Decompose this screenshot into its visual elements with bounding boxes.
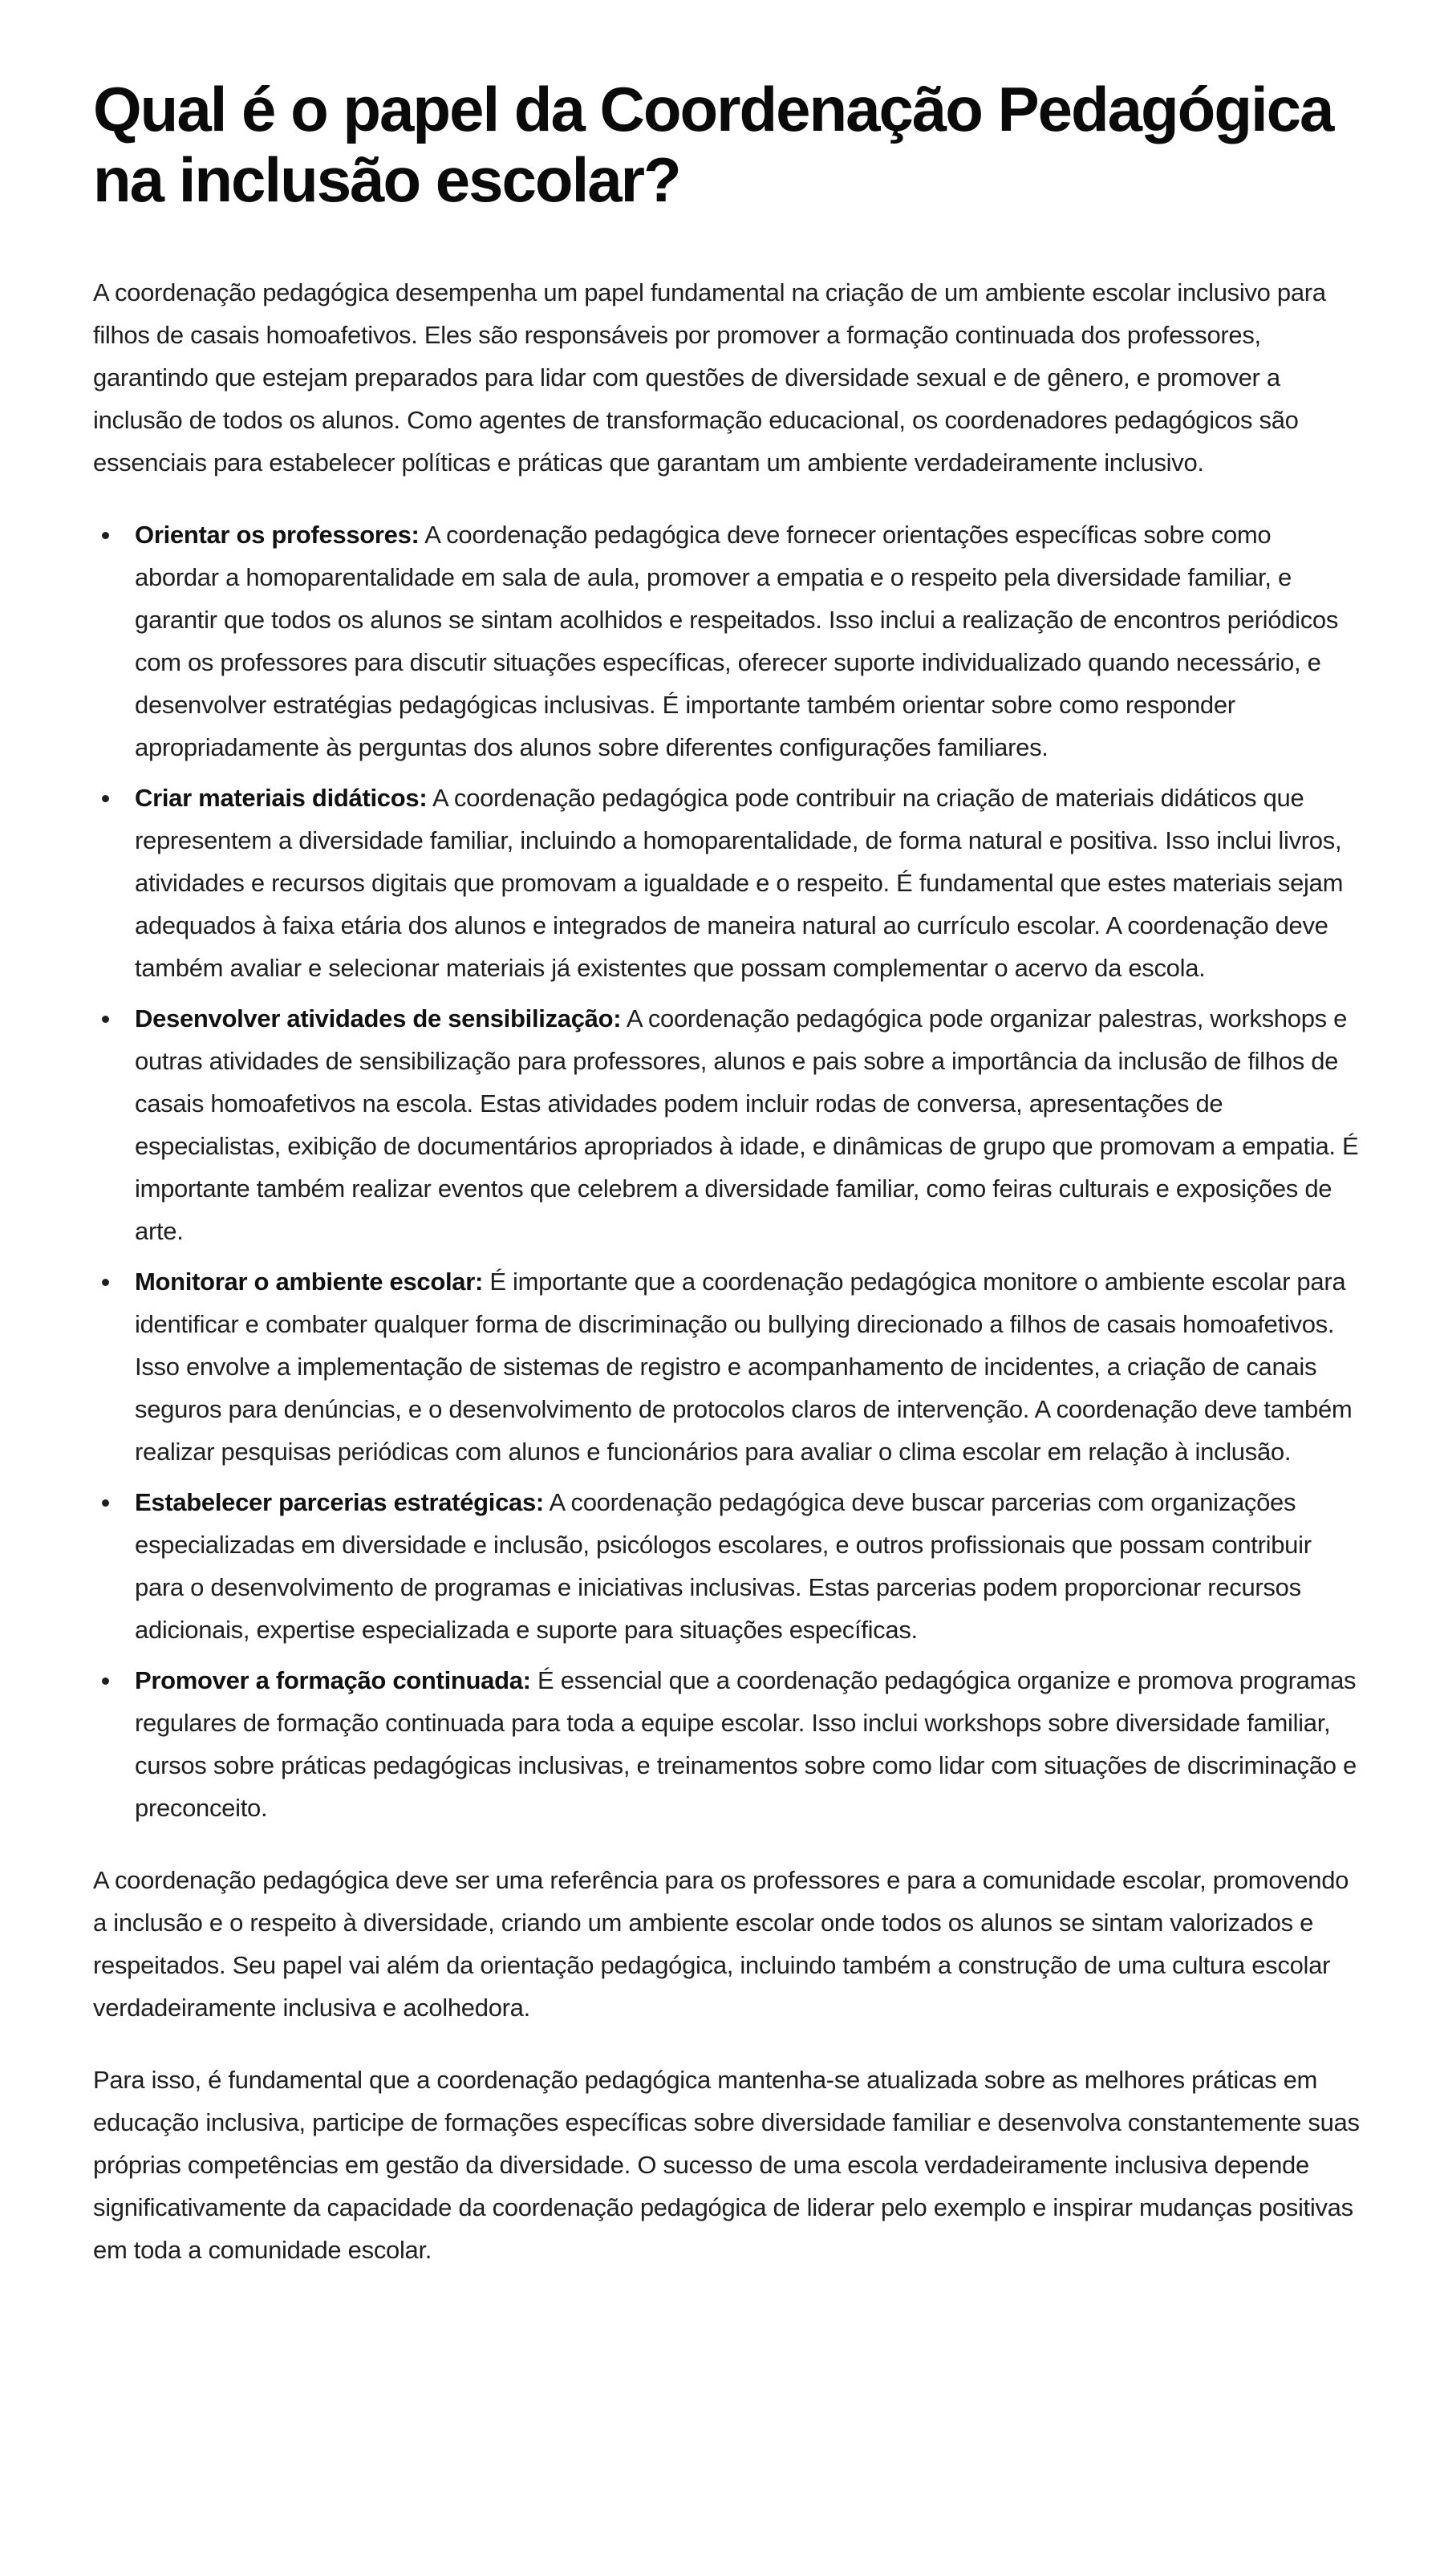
list-item-text: A coordenação pedagógica pode contribuir na criação de materiais didáticos que representem a diversidade familiar, incluindo a homoparentalidade, de forma natural e positiva. Isso inclui livros, atividades e recursos digitais que promovam a igualdade e o respeito. É fundamental que estes materiais sejam adequados à faixa etária dos alunos e integrados de maneira natural ao currículo escolar. A coordenação deve também avaliar e selecionar materiais já existentes que possam complementar o acervo da escola. [135, 784, 1344, 982]
list-item [135, 1659, 1361, 1829]
list-item-label: Orientar os professores: [135, 521, 420, 549]
list-item-label: Monitorar o ambiente escolar: [135, 1268, 484, 1296]
list-item [135, 997, 1361, 1252]
closing-paragraph-1: A coordenação pedagógica deve ser uma referência para os professores e para a comunidade escolar, promovendo a inclusão e o respeito à diversidade, criando um ambiente escolar onde todos os alunos se sintam valorizados e respeitados. Seu papel vai além da orientação pedagógica, incluindo também a construção de uma cultura escolar verdadeiramente inclusiva e acolhedora. [93, 1866, 1349, 2022]
list-item-label: Estabelecer parcerias estratégicas: [135, 1488, 544, 1516]
list-item-text: É essencial que a coordenação pedagógica organize e promova programas regulares de formação continuada para toda a equipe escolar. Isso inclui workshops sobre diversidade familiar, cursos sobre práticas pedagógicas inclusivas, e treinamentos sobre como lidar com situações de discriminação e preconceito. [135, 1666, 1357, 1822]
list-item [135, 777, 1361, 989]
list-item-text: A coordenação pedagógica deve fornecer orientações específicas sobre como abordar a homoparentalidade em sala de aula, promover a empatia e o respeito pela diversidade familiar, e garantir que todos os alunos se sintam acolhidos e respeitados. Isso inclui a realização de encontros periódicos com os professores para discutir situações específicas, oferecer suporte individualizado quando necessário, e desenvolver estratégias pedagógicas inclusivas. É importante também orientar sobre como responder apropriadamente às perguntas dos alunos sobre diferentes configurações familiares. [135, 521, 1339, 761]
list-item-text: A coordenação pedagógica deve buscar parcerias com organizações especializadas em diversidade e inclusão, psicólogos escolares, e outros profissionais que possam contribuir para o desenvolvimento de programas e iniciativas inclusivas. Estas parcerias podem proporcionar recursos adicionais, expertise especializada e suporte para situações específicas. [135, 1488, 1312, 1644]
list-item-text: A coordenação pedagógica pode organizar palestras, workshops e outras atividades de sensibilização para professores, alunos e pais sobre a importância da inclusão de filhos de casais homoafetivos na escola. Estas atividades podem incluir rodas de conversa, apresentações de especialistas, exibição de documentários apropriados à idade, e dinâmicas de grupo que promovam a empatia. É importante também realizar eventos que celebrem a diversidade familiar, como feiras culturais e exposições de arte. [135, 1004, 1359, 1245]
list-item-label: Desenvolver atividades de sensibilização: [135, 1004, 622, 1032]
list-item-label: Promover a formação continuada: [135, 1666, 531, 1694]
list-item-label: Criar materiais didáticos: [135, 784, 428, 812]
list-item [135, 1260, 1361, 1473]
intro-paragraph: A coordenação pedagógica desempenha um papel fundamental na criação de um ambiente escolar inclusivo para filhos de casais homoafetivos. Eles são responsáveis por promover a formação continuada dos professores, garantindo que estejam preparados para lidar com questões de diversidade sexual e de gênero, e promover a inclusão de todos os alunos. Como agentes de transformação educacional, os coordenadores pedagógicos são essenciais para estabelecer políticas e práticas que garantam um ambiente verdadeiramente inclusivo. [93, 278, 1326, 477]
role-list [93, 513, 1361, 1829]
article [93, 74, 1361, 2301]
list-item [135, 513, 1361, 769]
list-item [135, 1481, 1361, 1651]
closing-paragraph-2: Para isso, é fundamental que a coordenação pedagógica mantenha-se atualizada sobre as melhores práticas em educação inclusiva, participe de formações específicas sobre diversidade familiar e desenvolva constantemente suas próprias competências em gestão da diversidade. O sucesso de uma escola verdadeiramente inclusiva depende significativamente da capacidade da coordenação pedagógica de liderar pelo exemplo e inspirar mudanças positivas em toda a comunidade escolar. [93, 2066, 1360, 2264]
list-item-text: É importante que a coordenação pedagógica monitore o ambiente escolar para identificar e combater qualquer forma de discriminação ou bullying direcionado a filhos de casais homoafetivos. Isso envolve a implementação de sistemas de registro e acompanhamento de incidentes, a criação de canais seguros para denúncias, e o desenvolvimento de protocolos claros de intervenção. A coordenação deve também realizar pesquisas periódicas com alunos e funcionários para avaliar o clima escolar em relação à inclusão. [135, 1268, 1353, 1466]
page-title: Qual é o papel da Coordenação Pedagógica na inclusão escolar? [93, 74, 1333, 215]
